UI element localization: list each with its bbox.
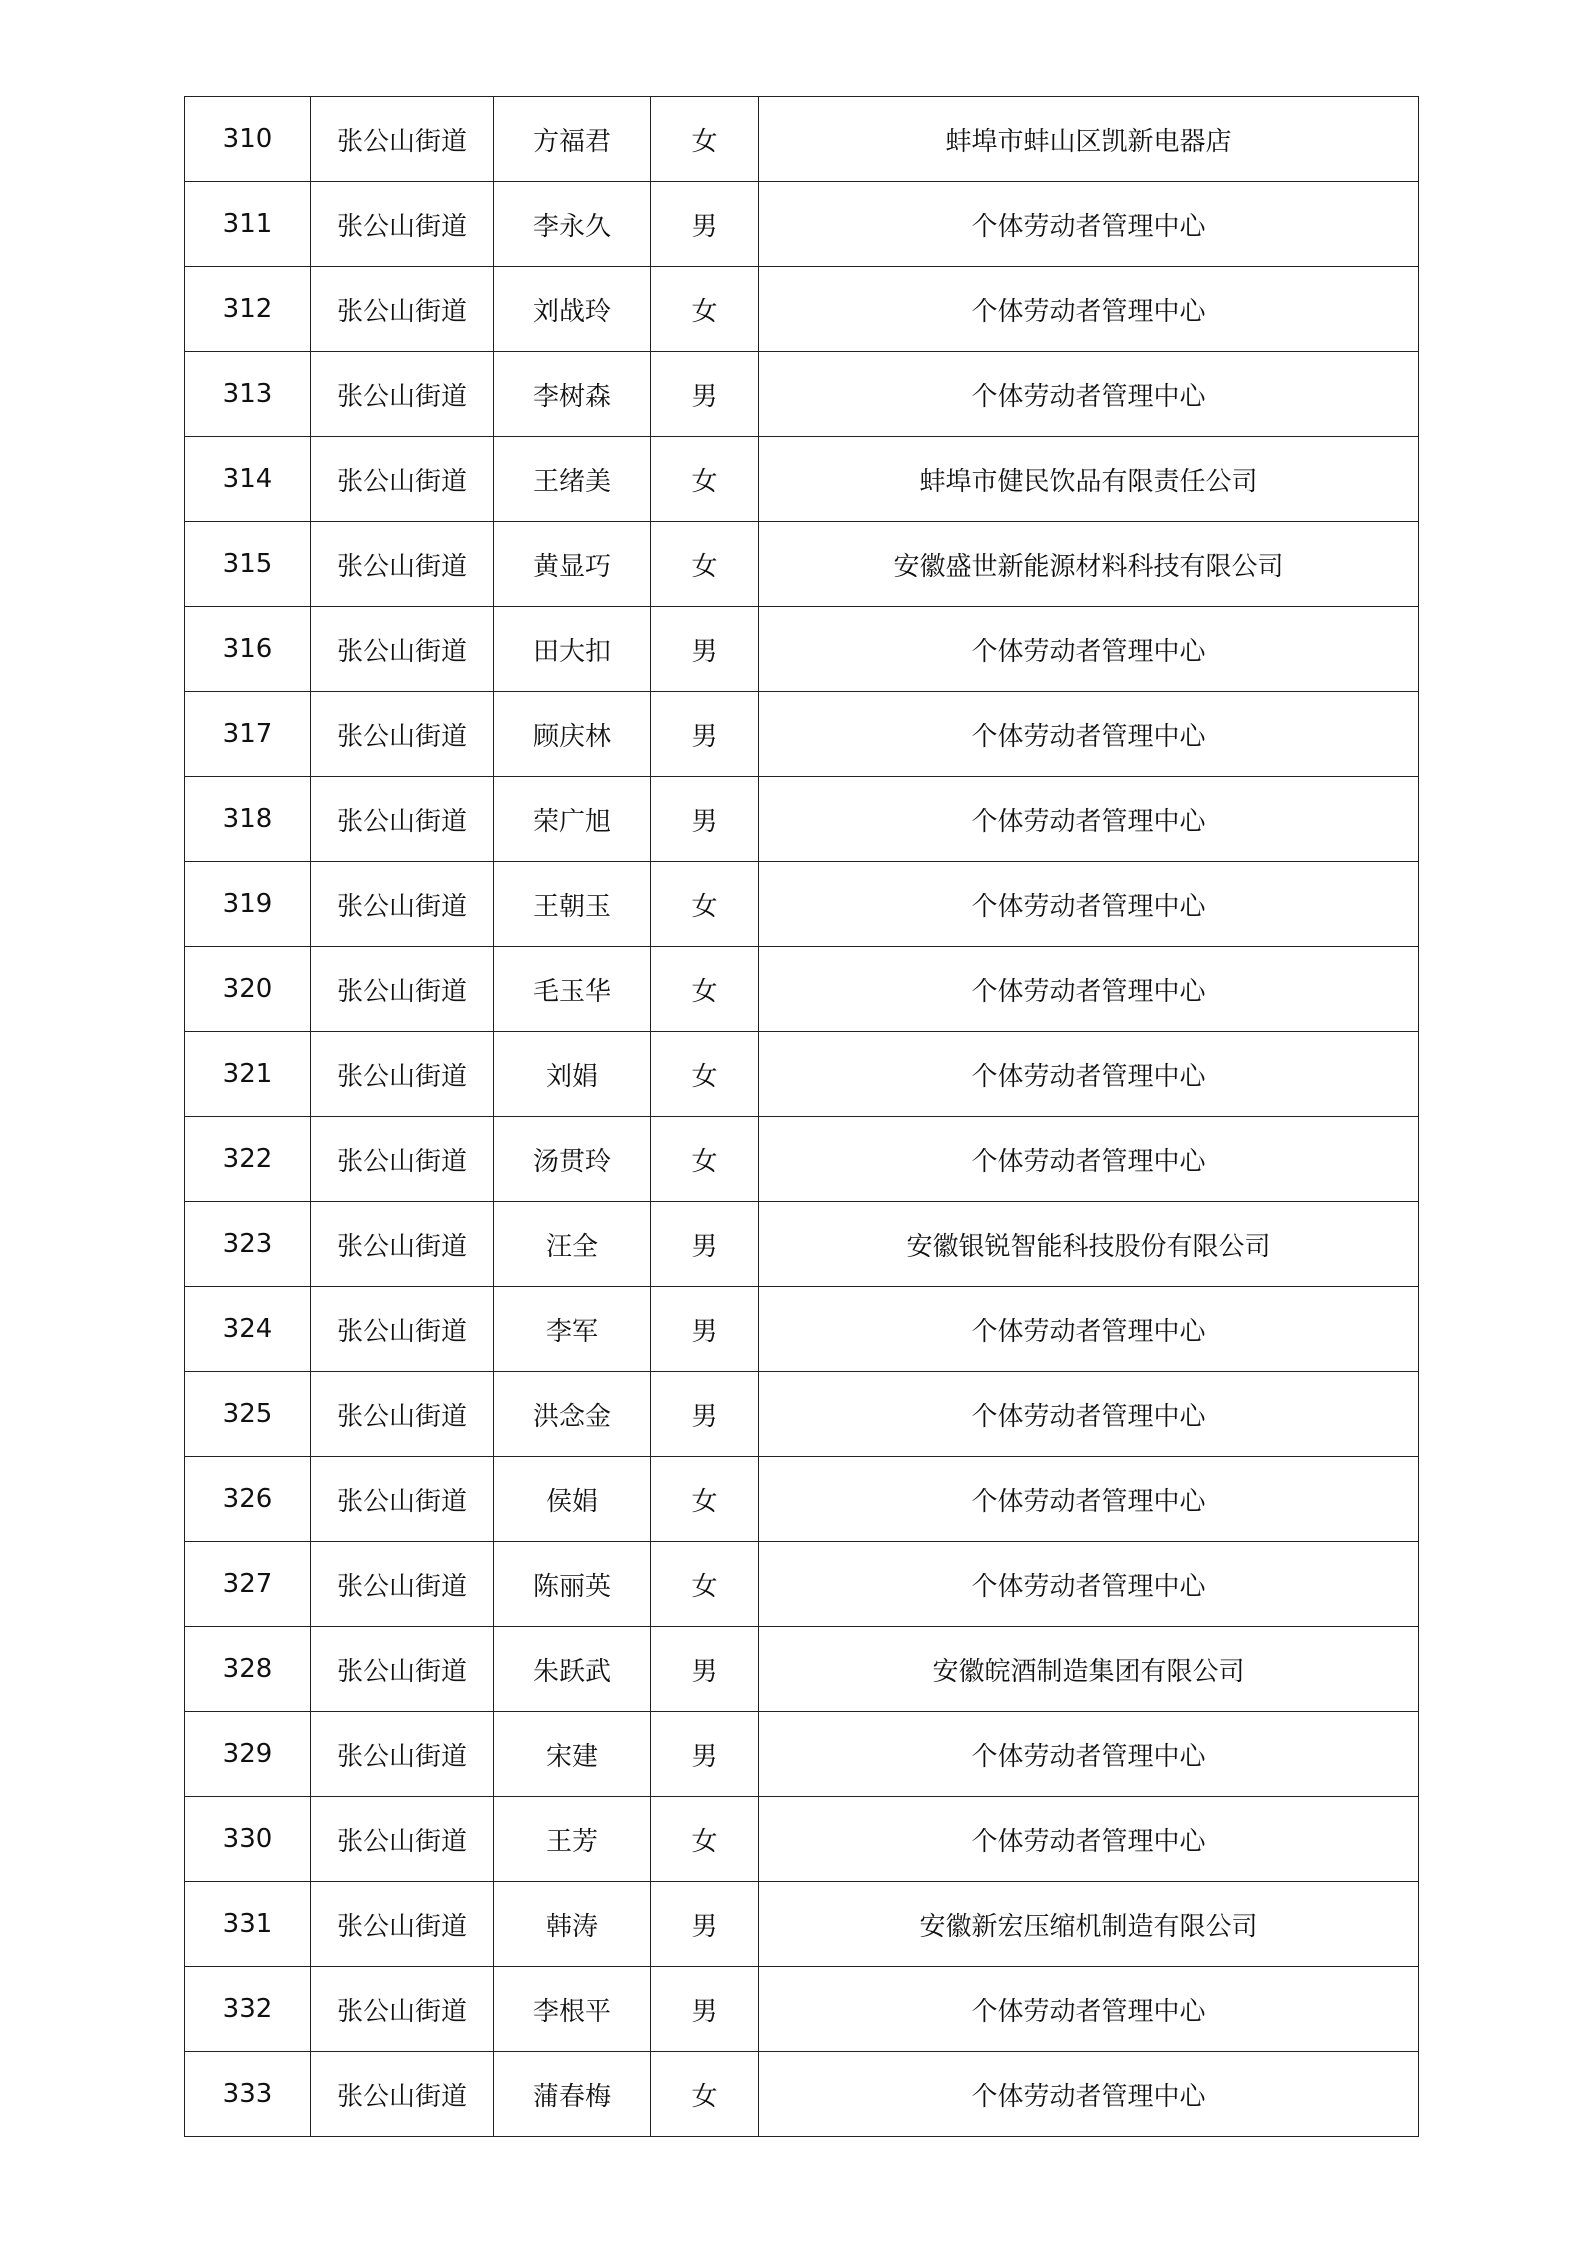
gender-cell: 女 [651,437,759,522]
table-row [185,947,1419,1032]
person-name-cell: 李根平 [494,1967,651,2052]
person-name-cell: 汤贯玲 [494,1117,651,1202]
person-name-cell: 荣广旭 [494,777,651,862]
roster-table [184,96,1419,2137]
row-number-cell: 324 [185,1287,311,1372]
employer-cell: 安徽皖酒制造集团有限公司 [759,1627,1419,1712]
person-name-cell: 陈丽英 [494,1542,651,1627]
table-row [185,352,1419,437]
row-number-cell: 330 [185,1797,311,1882]
employer-cell: 个体劳动者管理中心 [759,1797,1419,1882]
table-row [185,2052,1419,2137]
employer-cell: 个体劳动者管理中心 [759,352,1419,437]
row-number-cell: 332 [185,1967,311,2052]
gender-cell: 女 [651,1542,759,1627]
table-row [185,1542,1419,1627]
street-cell: 张公山街道 [311,1372,494,1457]
gender-cell: 男 [651,352,759,437]
employer-cell: 个体劳动者管理中心 [759,1032,1419,1117]
table-row [185,862,1419,947]
row-number-cell: 321 [185,1032,311,1117]
street-cell: 张公山街道 [311,777,494,862]
person-name-cell: 刘娟 [494,1032,651,1117]
employer-cell: 个体劳动者管理中心 [759,777,1419,862]
gender-cell: 男 [651,182,759,267]
employer-cell: 安徽银锐智能科技股份有限公司 [759,1202,1419,1287]
employer-cell: 个体劳动者管理中心 [759,182,1419,267]
row-number-cell: 319 [185,862,311,947]
person-name-cell: 王朝玉 [494,862,651,947]
street-cell: 张公山街道 [311,182,494,267]
street-cell: 张公山街道 [311,1967,494,2052]
street-cell: 张公山街道 [311,862,494,947]
row-number-cell: 317 [185,692,311,777]
row-number-cell: 325 [185,1372,311,1457]
table-row [185,1712,1419,1797]
street-cell: 张公山街道 [311,947,494,1032]
employer-cell: 蚌埠市健民饮品有限责任公司 [759,437,1419,522]
employer-cell: 个体劳动者管理中心 [759,947,1419,1032]
table-row [185,692,1419,777]
employer-cell: 个体劳动者管理中心 [759,267,1419,352]
street-cell: 张公山街道 [311,522,494,607]
street-cell: 张公山街道 [311,352,494,437]
street-cell: 张公山街道 [311,692,494,777]
row-number-cell: 312 [185,267,311,352]
person-name-cell: 洪念金 [494,1372,651,1457]
table-row [185,1032,1419,1117]
street-cell: 张公山街道 [311,1202,494,1287]
table-row [185,1202,1419,1287]
person-name-cell: 王芳 [494,1797,651,1882]
table-row [185,1372,1419,1457]
employer-cell: 个体劳动者管理中心 [759,1542,1419,1627]
person-name-cell: 王绪美 [494,437,651,522]
street-cell: 张公山街道 [311,607,494,692]
gender-cell: 女 [651,522,759,607]
employer-cell: 蚌埠市蚌山区凯新电器店 [759,97,1419,182]
gender-cell: 女 [651,947,759,1032]
row-number-cell: 314 [185,437,311,522]
person-name-cell: 侯娟 [494,1457,651,1542]
gender-cell: 男 [651,1712,759,1797]
table-row [185,1627,1419,1712]
table-row [185,182,1419,267]
street-cell: 张公山街道 [311,1882,494,1967]
street-cell: 张公山街道 [311,1457,494,1542]
gender-cell: 女 [651,862,759,947]
street-cell: 张公山街道 [311,1627,494,1712]
employer-cell: 个体劳动者管理中心 [759,692,1419,777]
street-cell: 张公山街道 [311,1712,494,1797]
employer-cell: 个体劳动者管理中心 [759,1712,1419,1797]
gender-cell: 女 [651,1797,759,1882]
row-number-cell: 328 [185,1627,311,1712]
person-name-cell: 宋建 [494,1712,651,1797]
street-cell: 张公山街道 [311,1797,494,1882]
gender-cell: 女 [651,2052,759,2137]
table-row [185,1287,1419,1372]
gender-cell: 男 [651,607,759,692]
table-row [185,437,1419,522]
row-number-cell: 322 [185,1117,311,1202]
gender-cell: 女 [651,1032,759,1117]
street-cell: 张公山街道 [311,1542,494,1627]
table-row [185,1117,1419,1202]
employer-cell: 安徽新宏压缩机制造有限公司 [759,1882,1419,1967]
employer-cell: 个体劳动者管理中心 [759,607,1419,692]
person-name-cell: 李永久 [494,182,651,267]
employer-cell: 个体劳动者管理中心 [759,862,1419,947]
employer-cell: 个体劳动者管理中心 [759,2052,1419,2137]
person-name-cell: 刘战玲 [494,267,651,352]
gender-cell: 男 [651,777,759,862]
row-number-cell: 313 [185,352,311,437]
person-name-cell: 汪全 [494,1202,651,1287]
row-number-cell: 329 [185,1712,311,1797]
person-name-cell: 毛玉华 [494,947,651,1032]
street-cell: 张公山街道 [311,1032,494,1117]
street-cell: 张公山街道 [311,267,494,352]
person-name-cell: 韩涛 [494,1882,651,1967]
table-row [185,97,1419,182]
street-cell: 张公山街道 [311,437,494,522]
person-name-cell: 方福君 [494,97,651,182]
row-number-cell: 327 [185,1542,311,1627]
row-number-cell: 311 [185,182,311,267]
gender-cell: 男 [651,692,759,777]
table-row [185,607,1419,692]
employer-cell: 个体劳动者管理中心 [759,1967,1419,2052]
gender-cell: 男 [651,1372,759,1457]
street-cell: 张公山街道 [311,2052,494,2137]
employer-cell: 个体劳动者管理中心 [759,1287,1419,1372]
row-number-cell: 323 [185,1202,311,1287]
table-row [185,1797,1419,1882]
row-number-cell: 316 [185,607,311,692]
gender-cell: 女 [651,1117,759,1202]
employer-cell: 个体劳动者管理中心 [759,1117,1419,1202]
employer-cell: 个体劳动者管理中心 [759,1372,1419,1457]
gender-cell: 女 [651,1457,759,1542]
person-name-cell: 黄显巧 [494,522,651,607]
employer-cell: 安徽盛世新能源材料科技有限公司 [759,522,1419,607]
person-name-cell: 蒲春梅 [494,2052,651,2137]
table-row [185,777,1419,862]
person-name-cell: 李树森 [494,352,651,437]
gender-cell: 男 [651,1202,759,1287]
table-row [185,1882,1419,1967]
row-number-cell: 331 [185,1882,311,1967]
row-number-cell: 326 [185,1457,311,1542]
gender-cell: 男 [651,1882,759,1967]
gender-cell: 女 [651,97,759,182]
gender-cell: 男 [651,1967,759,2052]
person-name-cell: 田大扣 [494,607,651,692]
street-cell: 张公山街道 [311,97,494,182]
street-cell: 张公山街道 [311,1287,494,1372]
person-name-cell: 顾庆林 [494,692,651,777]
row-number-cell: 320 [185,947,311,1032]
gender-cell: 男 [651,1287,759,1372]
table-row [185,1457,1419,1542]
table-row [185,267,1419,352]
gender-cell: 女 [651,267,759,352]
person-name-cell: 朱跃武 [494,1627,651,1712]
employer-cell: 个体劳动者管理中心 [759,1457,1419,1542]
row-number-cell: 310 [185,97,311,182]
person-name-cell: 李军 [494,1287,651,1372]
row-number-cell: 318 [185,777,311,862]
table-row [185,1967,1419,2052]
street-cell: 张公山街道 [311,1117,494,1202]
row-number-cell: 315 [185,522,311,607]
gender-cell: 男 [651,1627,759,1712]
table-row [185,522,1419,607]
row-number-cell: 333 [185,2052,311,2137]
